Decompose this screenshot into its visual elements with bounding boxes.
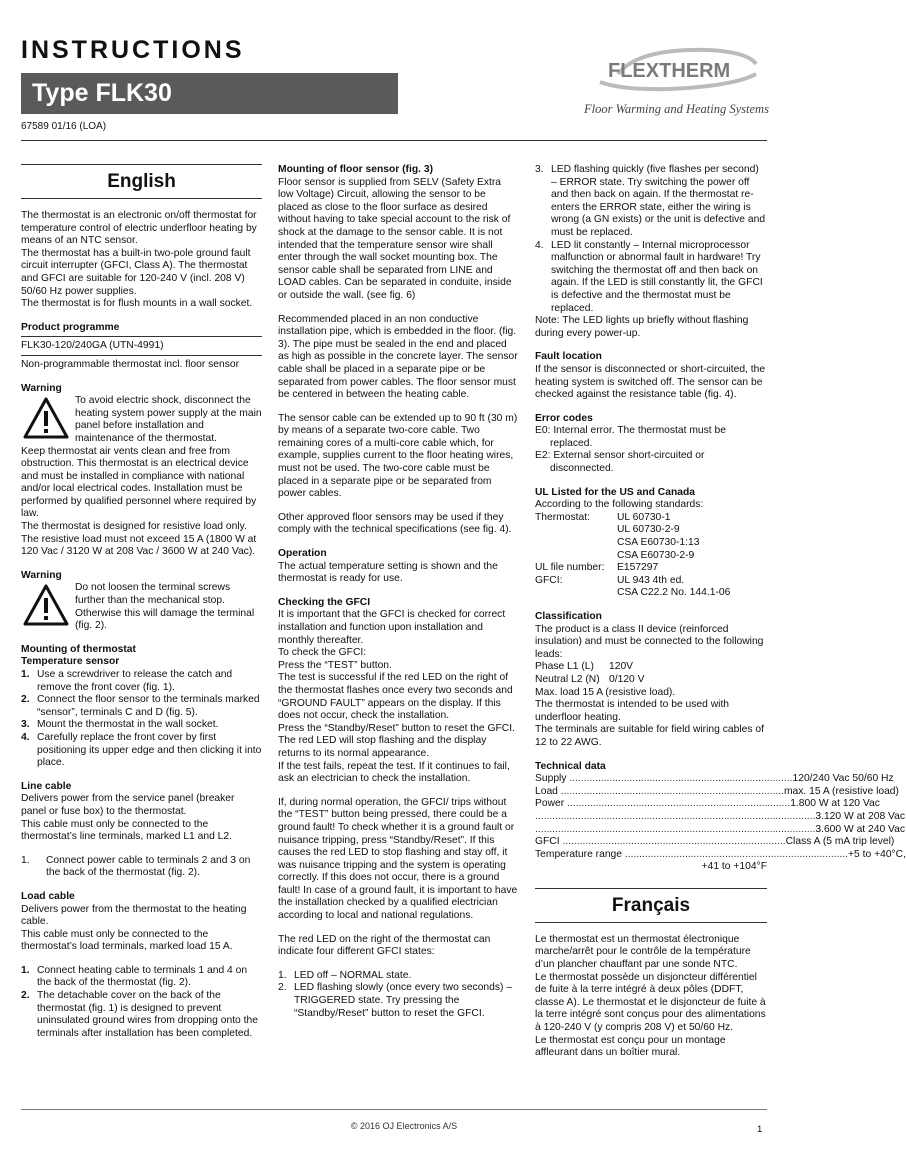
operation-section bbox=[278, 548, 518, 586]
column-2 bbox=[278, 164, 518, 1031]
temperature-sensor-subheading: Temperature sensor bbox=[21, 656, 120, 668]
intro-paragraph: The thermostat is an electronic on/off thermostat for temperature control of electric underfloor heating by means of an NTC sensor. The thermostat has a built-in two-pole ground fault circuit interrupter (GFCI, Class A). The thermostat and GFCI are suitable for 120-240 V (incl. 208 V) 50/60 Hz power supplies. The thermostat is for flush mounts in a wall socket. bbox=[21, 210, 257, 310]
francais-heading: Français bbox=[535, 888, 767, 923]
neutral-row: Neutral L2 (N) 0/120 V bbox=[535, 673, 645, 685]
operation-heading: Operation bbox=[278, 548, 327, 560]
classification-section bbox=[535, 611, 767, 750]
floor-sensor-paragraph-3: The sensor cable can be extended up to 90 ft (30 m) by means of a separate two-core cable. Two remaining cores of a multi-core cable which, for example, supplies current to the floor heating wires, must not be used. The two-core cable must be placed in a separate pipe or be separated from power cables. bbox=[278, 412, 518, 500]
gfci-states-list bbox=[535, 164, 767, 315]
floor-sensor-paragraph-2: Recommended placed in an non conductive installation pipe, which is embedded in the floor. (fig. 3). The pipe must be sealed in the end and placed as high as possible in the concrete layer. The sensor cable shall be placed in a separate pipe or be separated from power cables. The floor sensor must be centered in between the heating cable. bbox=[278, 313, 518, 401]
error-codes-heading: Error codes bbox=[535, 412, 593, 424]
fault-location-section bbox=[535, 351, 767, 401]
floor-sensor-paragraph-4: Other approved floor sensors may be used if they comply with the technical specifications (see fig. 4). bbox=[278, 511, 512, 536]
francais-text: Le thermostat est un thermostat électronique marche/arrêt pour le contrôle de la température d’un plancher chauffant par une sonde NTC. Le thermostat possède un disjoncteur différentiel de fuite à la terre intégré à deux pôles (DDFT, classe A). Le thermostat et le disjoncteur de fuite à la terre intégré sont conçus pour des alimentations à 120-240 V (y compris 208 V) et 50/60 Hz. Le thermostat est conçu pour un montage affleurant dans un boîtier mural. bbox=[535, 933, 766, 1059]
gfci-paragraph-1: It is important that the GFCI is checked for correct installation and function upon installation and monthly thereafter. To check the GFCI: Press the “TEST” button. The test is successful if the red LED on the right of the thermostat flashes once every two seconds and “GROUND FAULT” appears on the display. If this does not occur, check the installation. Press the “Standby/Reset” button to reset the GFCI. The red LED will stop flashing and the display returns to its normal appearance. If the test fails, repeat the test. If it continues to fail, ask an electrician to check the installation. bbox=[278, 609, 515, 785]
gfci-states-continued bbox=[535, 164, 767, 340]
ul-section bbox=[535, 487, 767, 600]
product-type-banner: Type FLK30 bbox=[21, 73, 398, 114]
product-programme-heading: Product programme bbox=[21, 322, 262, 338]
warning-triangle-icon bbox=[23, 583, 69, 627]
list-item: 2. LED flashing slowly (once every two seconds) – TRIGGERED state. Try pressing the “Standby/Reset” button to reset the GFCI. bbox=[278, 982, 513, 1019]
power-row-3: .................................................................................................. 3.600 W at 240 Vac bbox=[535, 823, 906, 835]
floor-sensor-heading: Mounting of floor sensor (fig. 3) bbox=[278, 164, 434, 175]
ul-thermostat-row: Thermostat: UL 60730-1 UL 60730-2-9 CSA E60730-1:13 CSA E60730-2-9 bbox=[535, 511, 700, 561]
warning-heading: Warning bbox=[21, 382, 62, 394]
supply-row: Supply .............................................................................. 120/240 Vac 50/60 Hz bbox=[535, 773, 894, 785]
gfci-paragraph-2: If, during normal operation, the GFCI/ trips without the “TEST” button being pressed, there could be a ground fault! To check whether it is a ground fault or nuisance tripping, press “Standby/Reset”. If this causes the red LED to stop flashing and stay off, it was nuisance tripping and the system is operating correctly. If this does not occur, there is a ground fault! In case of a ground fault, it is important to have the installation checked by a qualified electrician according to local and national regulations. bbox=[278, 796, 518, 922]
brand-block bbox=[584, 40, 784, 120]
list-item: 1. LED off – NORMAL state. bbox=[278, 969, 412, 981]
list-item: 3. Mount the thermostat in the wall socket. bbox=[21, 719, 219, 731]
flextherm-logo bbox=[598, 44, 758, 94]
header-divider bbox=[21, 140, 767, 141]
list-item: 4. LED lit constantly – Internal microprocessor malfunction or abnormal fault in hardware! Try switching the thermostat off and then back on again. If the LED is still constantly lit, the GFCI is defective and the thermostat must be replaced. bbox=[535, 239, 763, 314]
line-cable-text: Delivers power from the service panel (breaker panel or fuse box) to the thermostat. This cable must only be connected to the thermostat’s line terminals, marked L1 and L2. bbox=[21, 793, 235, 843]
product-programme-section bbox=[21, 322, 262, 372]
floor-sensor-section bbox=[278, 164, 518, 537]
gfci-row: GFCI .............................................................................. Class A (5 mA trip level) bbox=[535, 836, 895, 848]
list-item: 2. The detachable cover on the back of the thermostat (fig. 1) is designed to prevent uninsulated ground wires from dropping onto the terminals after installation has been completed. bbox=[21, 990, 258, 1039]
mounting-heading: Mounting of thermostat bbox=[21, 643, 136, 655]
list-item: 1. Connect heating cable to terminals 1 and 4 on the back of the thermostat (fig. 2). bbox=[21, 964, 248, 989]
error-codes-section bbox=[535, 413, 767, 476]
line-cable-section bbox=[21, 781, 262, 880]
page-number: 1 bbox=[757, 1124, 763, 1135]
load-cable-steps bbox=[21, 965, 262, 1041]
mounting-section bbox=[21, 644, 262, 770]
warning-heading: Warning bbox=[21, 569, 62, 581]
fault-location-text: If the sensor is disconnected or short-circuited, the heating system is switched off. The sensor can be checked against the resistance table (fig. 4). bbox=[535, 363, 766, 401]
warning-text: Do not loosen the terminal screws further than the mechanical stop. Otherwise this will damage the terminal (fig. 2). bbox=[75, 582, 255, 632]
load-row: Load .............................................................................. max. 15 A (resistive load) bbox=[535, 785, 899, 797]
list-item: 3. LED flashing quickly (five flashes per second) – ERROR state. Try switching the power off and then back on again. If the thermostat re-enters the ERROR state, either the wiring is wrong (a GN exists) or the unit is defective and must be replaced. bbox=[535, 164, 766, 238]
warning-section-2 bbox=[21, 570, 262, 633]
ul-intro: According to the following standards: bbox=[535, 499, 704, 511]
phase-row: Phase L1 (L) 120V bbox=[535, 661, 634, 673]
list-item: 1. Connect power cable to terminals 2 and 3 on the back of the thermostat (fig. 2). bbox=[21, 854, 251, 879]
warning-triangle-icon bbox=[23, 396, 69, 440]
ul-file-row: UL file number: E157297 bbox=[535, 562, 659, 574]
error-code-e2: E2: External sensor short-circuited or disconnected. bbox=[535, 450, 705, 475]
load-cable-section bbox=[21, 891, 262, 1041]
classification-text: The product is a class II device (reinforced insulation) and must be connected to the following leads: bbox=[535, 623, 764, 660]
ul-gfci-row: GFCI: UL 943 4th ed. CSA C22.2 No. 144.1-06 bbox=[535, 574, 731, 599]
list-item: 2. Connect the floor sensor to the terminals marked “sensor”, terminals C and D (fig. 5). bbox=[21, 694, 260, 718]
list-item: 1. Use a screwdriver to release the catch and remove the front cover (fig. 1). bbox=[21, 669, 233, 693]
power-row-2: .................................................................................................. 3.120 W at 208 Vac bbox=[535, 810, 906, 822]
document-number: 67589 01/16 (LOA) bbox=[21, 121, 107, 132]
gfci-paragraph-3: The red LED on the right of the thermostat can indicate four different GFCI states: bbox=[278, 933, 491, 958]
line-cable-steps bbox=[21, 855, 262, 880]
floor-sensor-paragraph-1: Floor sensor is supplied from SELV (Safety Extra low Voltage) Circuit, allowing the sensor to be placed as close to the floor surface as desired without having to take special account to the risk of shock at the damage to the sensor cable. It is not intended that the temperature sensor wire shall enter through the wall socket mounting box. The sensor cable shall be separated from LINE and LOAD cables. Can be separated in conduite, inside or outside the wall. (see fig. 6) bbox=[278, 176, 512, 301]
technical-data-heading: Technical data bbox=[535, 760, 606, 772]
operation-text: The actual temperature setting is shown and the thermostat is ready for use. bbox=[278, 560, 498, 585]
classification-text-2: Max. load 15 A (resistive load). The thermostat is intended to be used with underfloor heating. The terminals are suitable for field wiring cables of 12 to 22 AWG. bbox=[535, 686, 764, 748]
load-cable-text: Delivers power from the thermostat to the heating cable. This cable must only be connected to the thermostat’s load terminals, marked load 15 A. bbox=[21, 903, 247, 953]
ul-heading: UL Listed for the US and Canada bbox=[535, 486, 696, 498]
temperature-row: Temperature range .............................................................................. +5 to +40°C, bbox=[535, 848, 906, 860]
line-cable-heading: Line cable bbox=[21, 780, 72, 792]
copyright: © 2016 OJ Electronics A/S bbox=[350, 1121, 458, 1131]
english-heading: English bbox=[21, 164, 262, 199]
product-description: Non-programmable thermostat incl. floor sensor bbox=[21, 358, 240, 370]
column-3 bbox=[535, 164, 906, 1060]
document-title: INSTRUCTIONS bbox=[21, 36, 245, 64]
technical-data-section bbox=[535, 760, 906, 874]
mounting-steps bbox=[21, 669, 262, 770]
warning-details: Keep thermostat air vents clean and free from obstruction. This thermostat is an electrical device and must be installed in compliance with national and/or local electrical codes. Installation must be performed by qualified personnel where required by law. The thermostat is designed for resistive load only. The resistive load must not exceed 15 A (1800 W at 120 Vac / 3120 W at 208 Vac / 3600 W at 240 Vac). bbox=[21, 445, 257, 558]
fault-location-heading: Fault location bbox=[535, 351, 602, 363]
power-row: Power .............................................................................. 1.800 W at 120 Vac bbox=[535, 798, 880, 810]
warning-section-1 bbox=[21, 383, 262, 559]
list-item: 4. Carefully replace the front cover by first positioning its upper edge and then clicking it into place. bbox=[21, 731, 262, 769]
brand-tagline: Floor Warming and Heating Systems bbox=[584, 102, 769, 116]
column-1 bbox=[21, 164, 262, 1051]
footer-divider bbox=[21, 1109, 767, 1110]
classification-heading: Classification bbox=[535, 611, 602, 622]
gfci-note: Note: The LED lights up briefly without flashing during every power-up. bbox=[535, 315, 749, 339]
temperature-row-2: +41 to +104°F bbox=[701, 861, 767, 873]
gfci-section bbox=[278, 597, 518, 1020]
warning-text: To avoid electric shock, disconnect the heating system power supply at the main panel before installation and maintenance of the thermostat. bbox=[75, 395, 262, 444]
load-cable-heading: Load cable bbox=[21, 890, 75, 902]
product-code: FLK30-120/240GA (UTN-4991) bbox=[21, 340, 262, 356]
gfci-states-list bbox=[278, 970, 518, 1020]
error-code-e0: E0: Internal error. The thermostat must be replaced. bbox=[535, 425, 726, 449]
brand-name: FLEXTHERM bbox=[608, 60, 731, 82]
gfci-heading: Checking the GFCI bbox=[278, 596, 371, 608]
